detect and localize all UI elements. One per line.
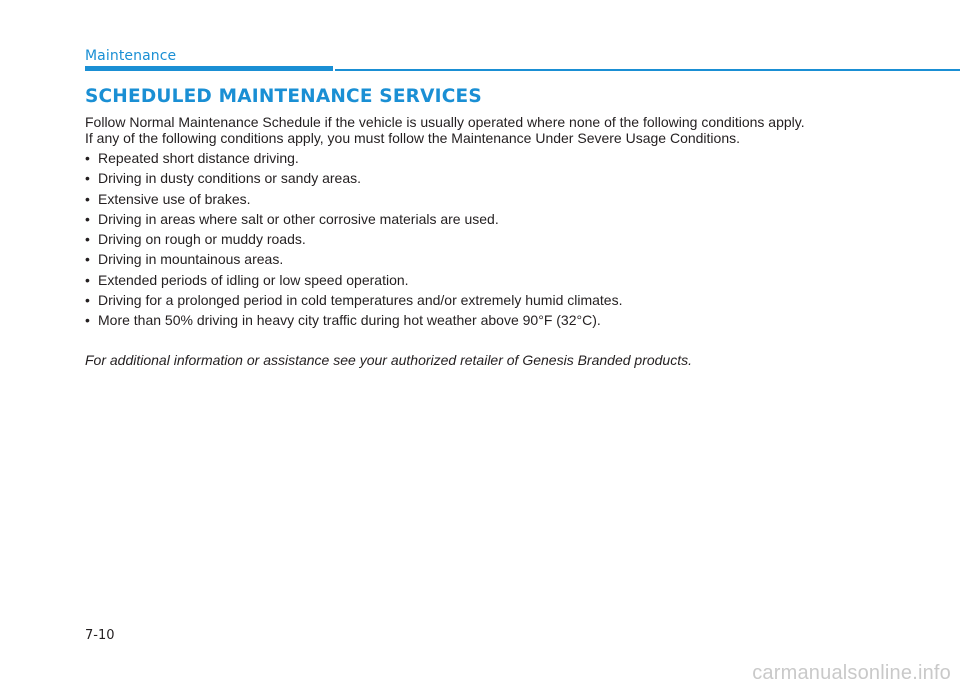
bullet-icon: •	[85, 231, 90, 248]
intro-paragraph	[85, 114, 885, 146]
bullet-icon: •	[85, 312, 90, 329]
page-number: 7-10	[85, 628, 115, 643]
bullet-icon: •	[85, 292, 90, 309]
page-heading: SCHEDULED MAINTENANCE SERVICES	[85, 86, 482, 107]
intro-line-2: If any of the following conditions apply, you must follow the Maintenance Under Severe Usage Conditions.	[85, 130, 740, 146]
list-item-text: Extended periods of idling or low speed operation.	[98, 271, 409, 288]
bullet-icon: •	[85, 271, 90, 288]
list-item-text: Driving in mountainous areas.	[98, 251, 284, 268]
bullet-icon: •	[85, 251, 90, 268]
list-item	[85, 272, 622, 292]
list-item-text: Repeated short distance driving.	[98, 150, 299, 166]
bullet-icon: •	[85, 150, 90, 166]
list-item-text: Driving on rough or muddy roads.	[98, 231, 306, 248]
intro-line-1: Follow Normal Maintenance Schedule if the vehicle is usually operated where none of the following conditions apply.	[85, 114, 805, 130]
section-label: Maintenance	[85, 48, 177, 64]
bullet-icon: •	[85, 210, 90, 227]
list-item	[85, 150, 622, 170]
list-item-text: Driving for a prolonged period in cold temperatures and/or extremely humid climates.	[98, 292, 623, 309]
list-item	[85, 191, 622, 211]
retailer-note: For additional information or assistance see your authorized retailer of Genesis Branded products.	[85, 352, 692, 368]
header-rule-thick	[85, 66, 333, 71]
list-item	[85, 292, 622, 312]
watermark-link[interactable]: carmanualsonline.info	[752, 662, 951, 684]
bullet-icon: •	[85, 170, 90, 187]
list-item	[85, 231, 622, 251]
list-item-text: More than 50% driving in heavy city traffic during hot weather above 90°F (32°C).	[98, 312, 601, 329]
list-item	[85, 312, 622, 332]
list-item-text: Driving in dusty conditions or sandy areas.	[98, 170, 362, 187]
list-item-text: Extensive use of brakes.	[98, 190, 251, 207]
list-item	[85, 251, 622, 271]
conditions-list	[85, 150, 622, 333]
list-item	[85, 170, 622, 190]
bullet-icon: •	[85, 190, 90, 207]
list-item-text: Driving in areas where salt or other corrosive materials are used.	[98, 210, 499, 227]
list-item	[85, 211, 622, 231]
header-rule-thin	[335, 69, 960, 71]
